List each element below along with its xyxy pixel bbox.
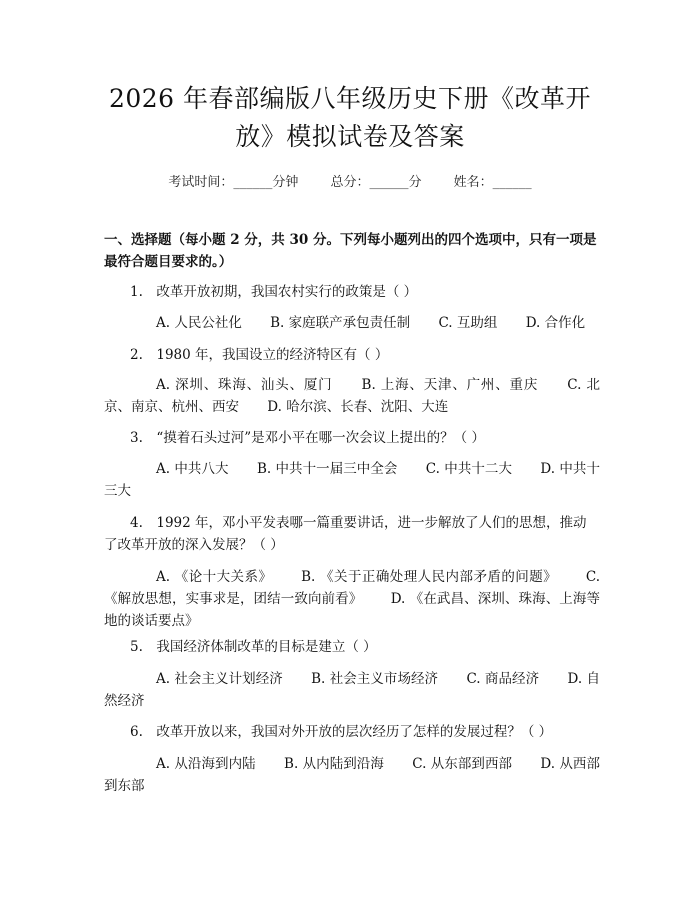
question-6-option-c: C. 从东部到西部 [412,756,513,772]
question-1: 1. 改革开放初期，我国农村实行的政策是（ ） [130,284,418,300]
question-6-options [104,753,600,797]
question-3-option-d: D. 中共十三大 [104,461,600,499]
question-2: 2. 1980 年，我国设立的经济特区有（ ） [130,347,389,363]
question-4-options [104,566,600,632]
exam-title: 2026 年春部编版八年级历史下册《改革开放》模拟试卷及答案 [108,84,592,151]
question-1-option-a: A. 人民公社化 [156,315,242,331]
question-6-option-d: D. 从西部到东部 [104,756,600,794]
section-heading: 一、选择题（每小题 2 分，共 30 分。下列每小题列出的四个选项中，只有一项是最符合题目要求的。） [104,232,597,270]
question-6-option-b: B. 从内陆到沿海 [284,756,384,772]
question-5-options [104,668,600,712]
question-3-option-a: A. 中共八大 [156,461,229,477]
question-3-option-b: B. 中共十一届三中全会 [256,461,398,477]
exam-time-field: 考试时间：______分钟 [168,175,299,190]
question-2-option-d: D. 哈尔滨、长春、沈阳、大连 [267,399,449,415]
exam-meta [0,171,700,190]
question-2-option-b: B. 上海、天津、广州、重庆 [361,377,539,393]
question-2-option-a: A. 深圳、珠海、汕头、厦门 [156,377,333,393]
question-4-option-b: B. 《关于正确处理人民内部矛盾的问题》 [301,569,558,585]
question-3: 3. “摸着石头过河”是邓小平在哪一次会议上提出的？（ ） [130,430,485,446]
question-5-option-a: A. 社会主义计划经济 [156,671,283,687]
question-4-option-a: A. 《论十大关系》 [156,569,273,585]
question-1-option-c: C. 互助组 [438,315,498,331]
question-6: 6. 改革开放以来，我国对外开放的层次经历了怎样的发展过程？（ ） [130,724,553,740]
question-4-option-c: C. 《解放思想，实事求是，团结一致向前看》 [104,569,600,607]
question-5-option-c: C. 商品经济 [466,671,540,687]
question-3-option-c: C. 中共十二大 [425,461,513,477]
question-1-options [104,312,600,334]
question-6-option-a: A. 从沿海到内陆 [156,756,256,772]
question-5-option-b: B. 社会主义市场经济 [311,671,439,687]
question-5-option-d: D. 自然经济 [104,671,600,709]
exam-score-field: 总分：______分 [330,175,422,190]
question-2-option-c: C. 北京、南京、杭州、西安 [104,377,600,415]
question-1-option-b: B. 家庭联产承包责任制 [270,315,411,331]
question-5: 5. 我国经济体制改革的目标是建立（ ） [130,639,377,655]
question-2-options [104,374,600,418]
question-4: 4. 1992 年，邓小平发表哪一篇重要讲话，进一步解放了人们的思想，推动了改革开放的深入发展？（ ） [104,515,587,553]
question-3-options [104,458,600,502]
question-4-option-d: D. 《在武昌、深圳、珠海、上海等地的谈话要点》 [104,591,600,629]
question-1-option-d: D. 合作化 [525,315,586,331]
student-name-field: 姓名：______ [453,175,532,190]
